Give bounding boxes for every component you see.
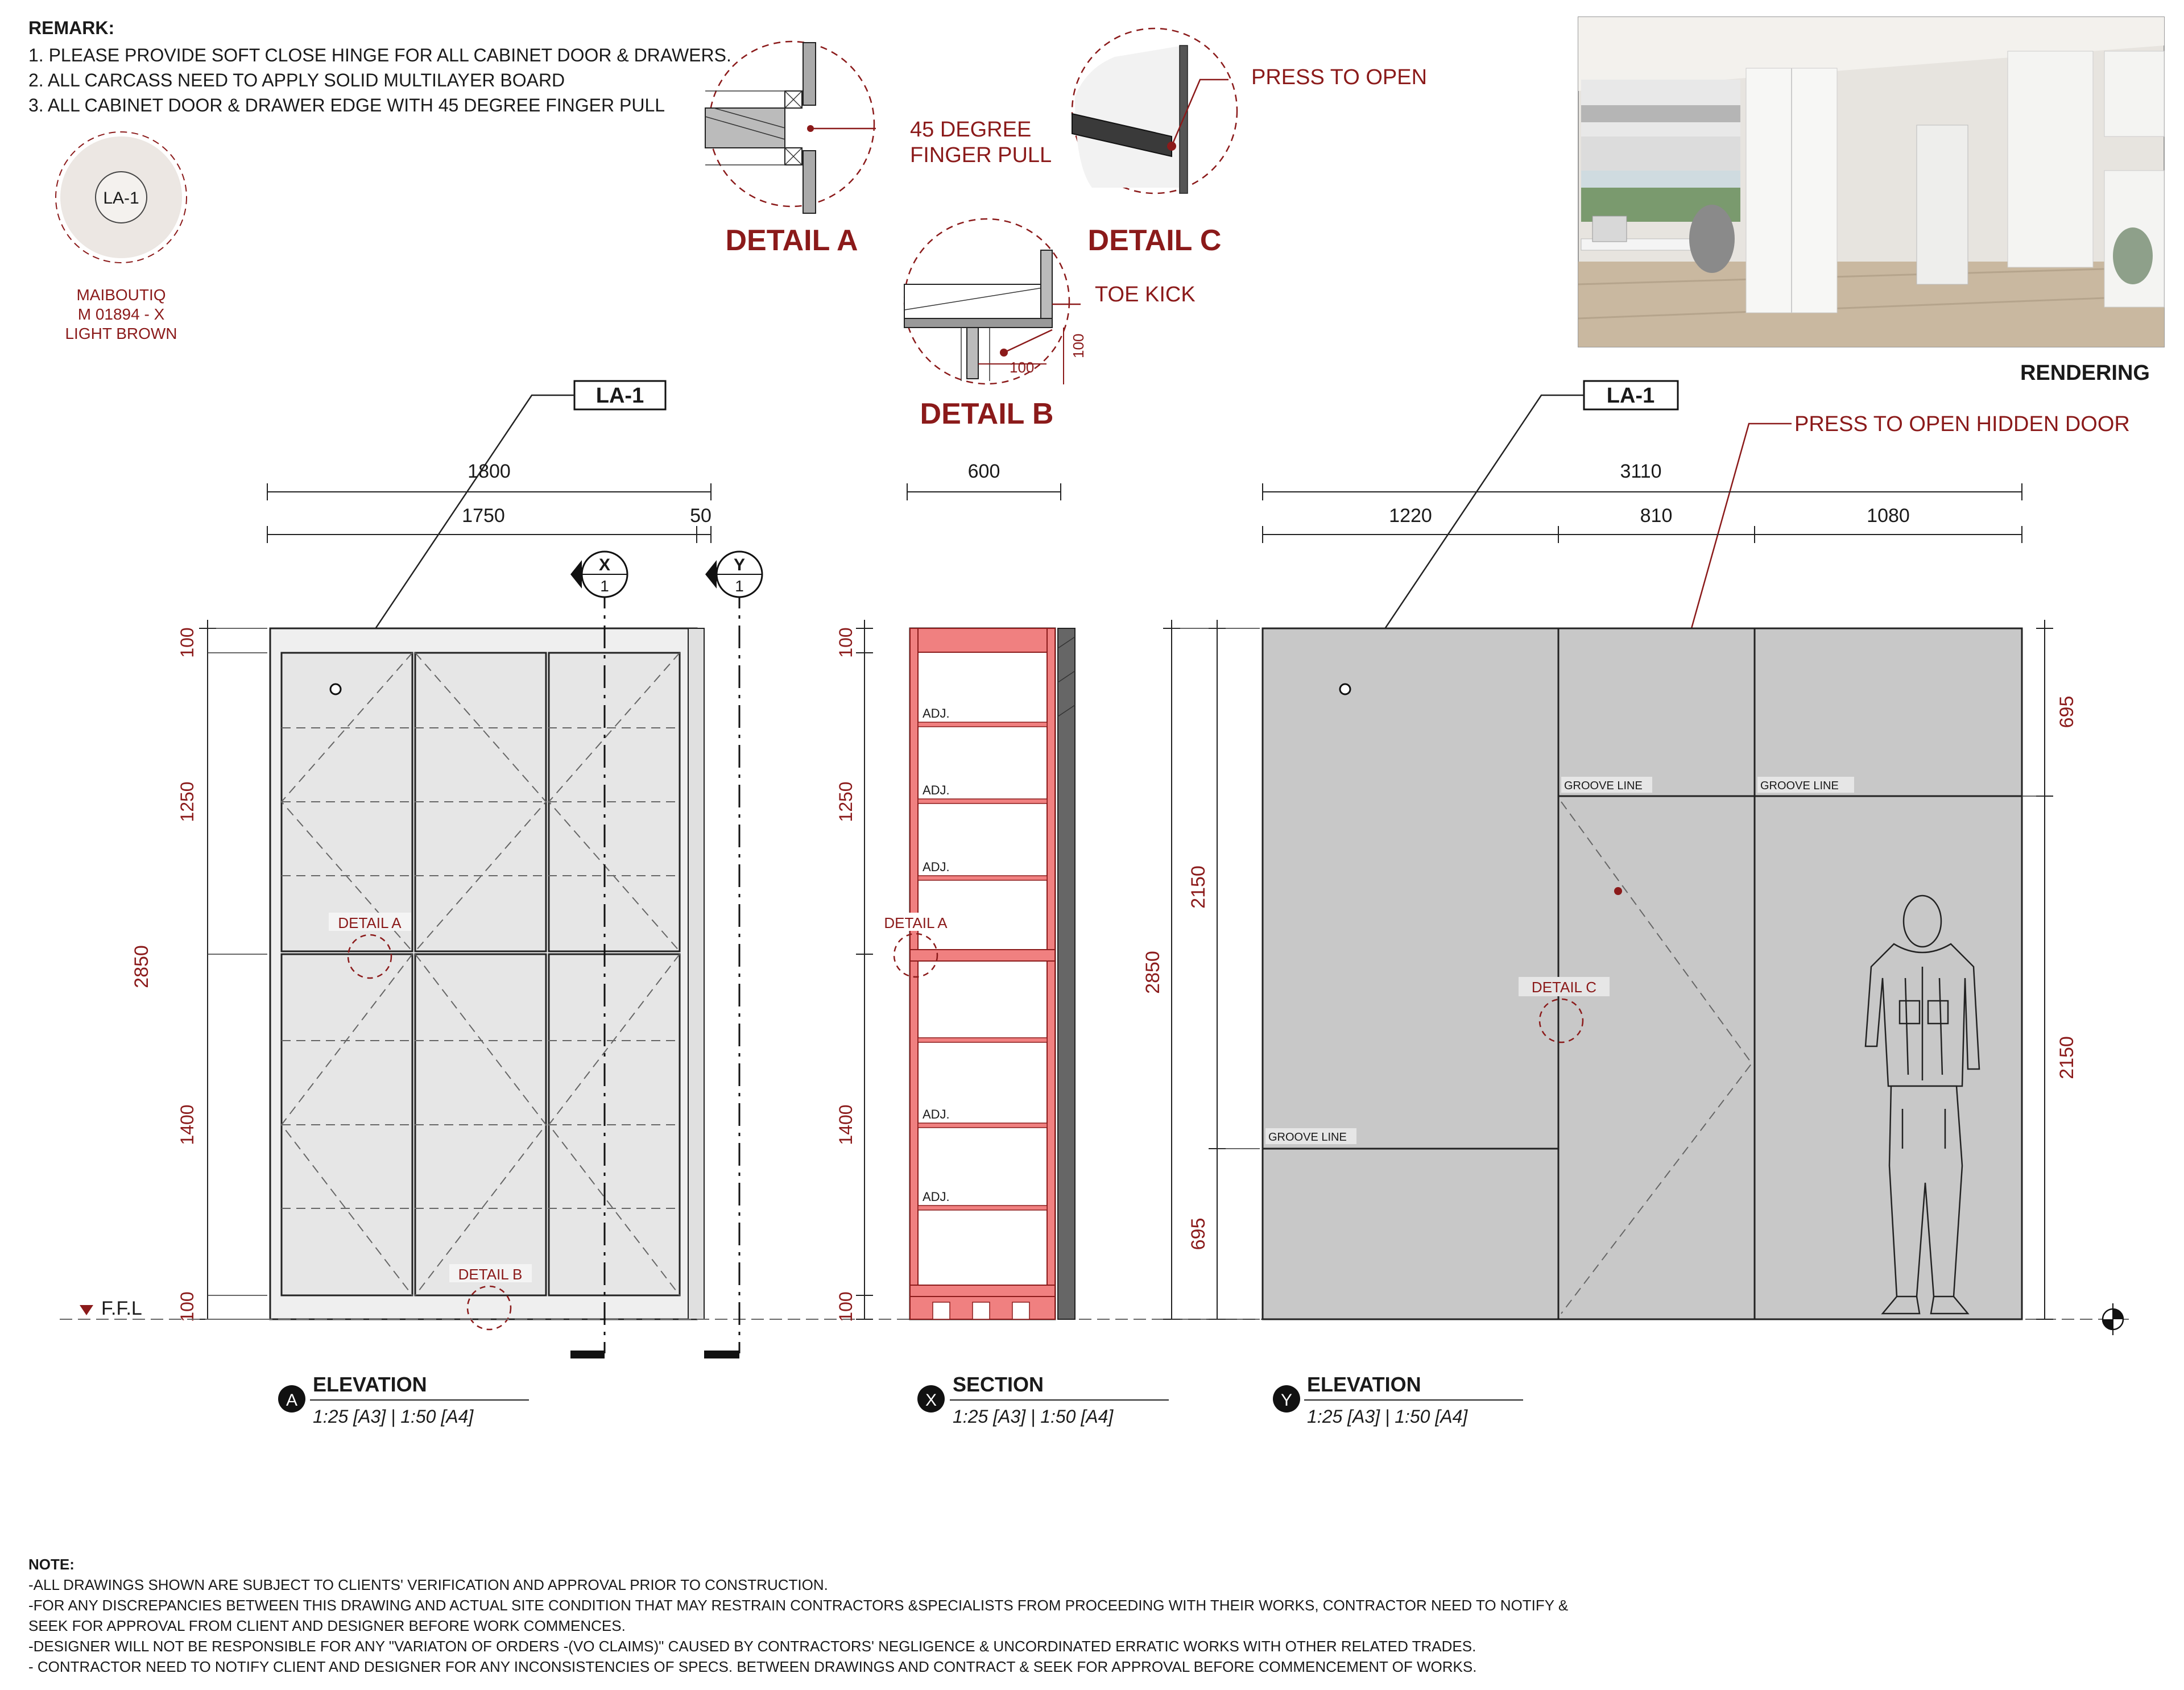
swatch-code: LA-1 bbox=[103, 189, 139, 208]
door-top bbox=[803, 43, 816, 105]
elevation-y-caption-marker: Y bbox=[1280, 1391, 1293, 1410]
material-swatch bbox=[56, 132, 187, 342]
level-marker bbox=[2103, 1303, 2123, 1335]
side-panel bbox=[688, 628, 704, 1319]
remark-line-3: 3. ALL CABINET DOOR & DRAWER EDGE WITH 45 DEGREE FINGER PULL bbox=[28, 95, 665, 115]
elevation-y bbox=[1142, 381, 2130, 1427]
elevation-y-callout-detail-c: DETAIL C bbox=[1531, 979, 1597, 996]
groove-label-3: GROOVE LINE bbox=[1268, 1131, 1347, 1144]
elevation-a-dim-v-1: 100 bbox=[177, 627, 197, 658]
elevation-y-dim-right-1: 695 bbox=[2056, 695, 2078, 728]
section-x-caption-title: SECTION bbox=[953, 1373, 1044, 1396]
section-x-caption-marker: X bbox=[925, 1391, 937, 1410]
remark-heading: REMARK: bbox=[28, 18, 115, 38]
section-marker-y-letter: Y bbox=[733, 556, 746, 574]
elevation-y-dim-seg-1: 1220 bbox=[1389, 505, 1432, 527]
section-x-dim-v-3: 1400 bbox=[835, 1104, 856, 1145]
ffl-label: F.F.L bbox=[101, 1298, 142, 1319]
elevation-y-tag: LA-1 bbox=[1606, 384, 1655, 408]
detail-b-dim-v: 100 bbox=[1070, 333, 1087, 358]
elevation-y-dim-left-2: 695 bbox=[1188, 1217, 1209, 1250]
adj-label-1: ADJ. bbox=[923, 706, 950, 720]
adj-label-3: ADJ. bbox=[923, 860, 950, 874]
elevation-a-dim-side: 50 bbox=[690, 505, 712, 527]
section-x bbox=[835, 461, 1169, 1427]
adj-label-5: ADJ. bbox=[923, 1190, 950, 1204]
detail-b-dim-h: 100 bbox=[1010, 359, 1035, 376]
elevation-y-dim-overall: 2850 bbox=[1142, 951, 1164, 994]
note-line-2: -FOR ANY DISCREPANCIES BETWEEN THIS DRAWING AND ACTUAL SITE CONDITION THAT MAY RESTRAIN CONTRACTORS &SPECIALISTS FROM PROCEEDING WITH THEIR WORKS, CONTRACTOR NEED TO NOTIFY & bbox=[28, 1597, 1569, 1614]
elevation-a-caption-scale: 1:25 [A3] | 1:50 [A4] bbox=[313, 1406, 474, 1427]
section-x-dim-v-1: 100 bbox=[835, 627, 856, 658]
remark-block bbox=[28, 18, 731, 115]
elevation-y-dim-right-2: 2150 bbox=[2056, 1036, 2078, 1079]
section-wall bbox=[1058, 628, 1075, 1319]
remark-line-2: 2. ALL CARCASS NEED TO APPLY SOLID MULTILAYER BOARD bbox=[28, 70, 565, 90]
rendering-image bbox=[1578, 17, 2164, 385]
note-block bbox=[28, 1556, 1568, 1675]
section-marker-x-num: 1 bbox=[600, 577, 609, 595]
detail-a-note-2: FINGER PULL bbox=[910, 143, 1052, 167]
ffl-marker bbox=[80, 1305, 93, 1315]
elevation-a-dim-v-3: 1400 bbox=[177, 1104, 197, 1145]
elevation-a-dim-total: 1800 bbox=[468, 461, 511, 482]
detail-b-note: TOE KICK bbox=[1095, 283, 1196, 306]
section-marker-x-letter: X bbox=[598, 556, 611, 574]
elevation-y-caption-title: ELEVATION bbox=[1307, 1373, 1421, 1396]
section-marker-y-num: 1 bbox=[735, 577, 744, 595]
tag-anchor bbox=[330, 684, 341, 694]
material-line-1: MAIBOUTIQ bbox=[76, 286, 166, 304]
section-marker-y bbox=[705, 552, 762, 597]
door-bottom bbox=[803, 151, 816, 213]
adj-label-4: ADJ. bbox=[923, 1107, 950, 1121]
elevation-y-hidden-door-note: PRESS TO OPEN HIDDEN DOOR bbox=[1794, 412, 2130, 436]
elevation-a-dim-main: 1750 bbox=[462, 505, 505, 527]
detail-c-title: DETAIL C bbox=[1087, 224, 1222, 257]
elevation-a-caption-title: ELEVATION bbox=[313, 1373, 427, 1396]
detail-a-title: DETAIL A bbox=[725, 224, 858, 257]
detail-c bbox=[1072, 28, 1427, 257]
elevation-a-dim-v-4: 100 bbox=[177, 1291, 197, 1322]
section-x-dim-v-4: 100 bbox=[835, 1291, 856, 1322]
elevation-a-callout-detail-a: DETAIL A bbox=[338, 914, 402, 931]
note-heading: NOTE: bbox=[28, 1556, 75, 1573]
note-line-1: -ALL DRAWINGS SHOWN ARE SUBJECT TO CLIENTS' VERIFICATION AND APPROVAL PRIOR TO CONSTRUCTION. bbox=[28, 1576, 828, 1593]
elevation-y-dim-seg-3: 1080 bbox=[1867, 505, 1910, 527]
detail-b-title: DETAIL B bbox=[920, 397, 1054, 430]
elevation-y-dim-seg-2: 810 bbox=[1640, 505, 1673, 527]
rendering-label: RENDERING bbox=[2020, 361, 2150, 385]
detail-a bbox=[705, 42, 1052, 257]
elevation-a-caption-marker: A bbox=[286, 1391, 298, 1410]
section-marker-x bbox=[570, 552, 627, 597]
elevation-a-tag: LA-1 bbox=[595, 384, 644, 408]
elevation-a-callout-detail-b: DETAIL B bbox=[458, 1266, 523, 1283]
toe-kick-board bbox=[967, 328, 978, 379]
note-line-5: - CONTRACTOR NEED TO NOTIFY CLIENT AND DESIGNER FOR ANY INCONSISTENCIES OF SPECS. BETWEEN DRAWINGS AND CONTRACT & SEEK FOR APPROVAL BEFORE COMMENCEMENT OF WORKS. bbox=[28, 1658, 1477, 1675]
section-x-caption-scale: 1:25 [A3] | 1:50 [A4] bbox=[953, 1406, 1114, 1427]
adj-label-2: ADJ. bbox=[923, 783, 950, 797]
note-line-4: -DESIGNER WILL NOT BE RESPONSIBLE FOR ANY "VARIATON OF ORDERS -(VO CLAIMS)" CAUSED BY CONTRACTORS' NEGLIGENCE & UNCORDINATED ERRATIC WORKS WITH OTHER RELATED TRADES. bbox=[28, 1638, 1476, 1655]
section-x-dim-width: 600 bbox=[967, 461, 1000, 482]
detail-c-note: PRESS TO OPEN bbox=[1251, 65, 1428, 89]
material-line-2: M 01894 - X bbox=[77, 305, 165, 323]
groove-label-1: GROOVE LINE bbox=[1564, 780, 1643, 792]
detail-a-note-1: 45 DEGREE bbox=[910, 118, 1032, 142]
cabinet-doors bbox=[282, 653, 680, 1295]
section-x-callout-detail-a: DETAIL A bbox=[884, 914, 948, 931]
remark-line-1: 1. PLEASE PROVIDE SOFT CLOSE HINGE FOR ALL CABINET DOOR & DRAWERS. bbox=[28, 45, 731, 65]
elevation-y-caption-scale: 1:25 [A3] | 1:50 [A4] bbox=[1307, 1406, 1468, 1427]
section-carcass bbox=[910, 628, 1055, 1319]
elevation-a-dim-overall: 2850 bbox=[131, 945, 152, 988]
material-line-3: LIGHT BROWN bbox=[65, 325, 177, 342]
elevation-a-dim-v-2: 1250 bbox=[177, 781, 197, 822]
groove-label-2: GROOVE LINE bbox=[1760, 780, 1839, 792]
note-line-3: SEEK FOR APPROVAL FROM CLIENT AND DESIGNER BEFORE WORK COMMENCES. bbox=[28, 1617, 626, 1634]
elevation-y-dim-left-1: 2150 bbox=[1188, 865, 1209, 909]
section-x-dim-v-2: 1250 bbox=[835, 781, 856, 822]
elevation-y-dim-total: 3110 bbox=[1620, 461, 1662, 482]
